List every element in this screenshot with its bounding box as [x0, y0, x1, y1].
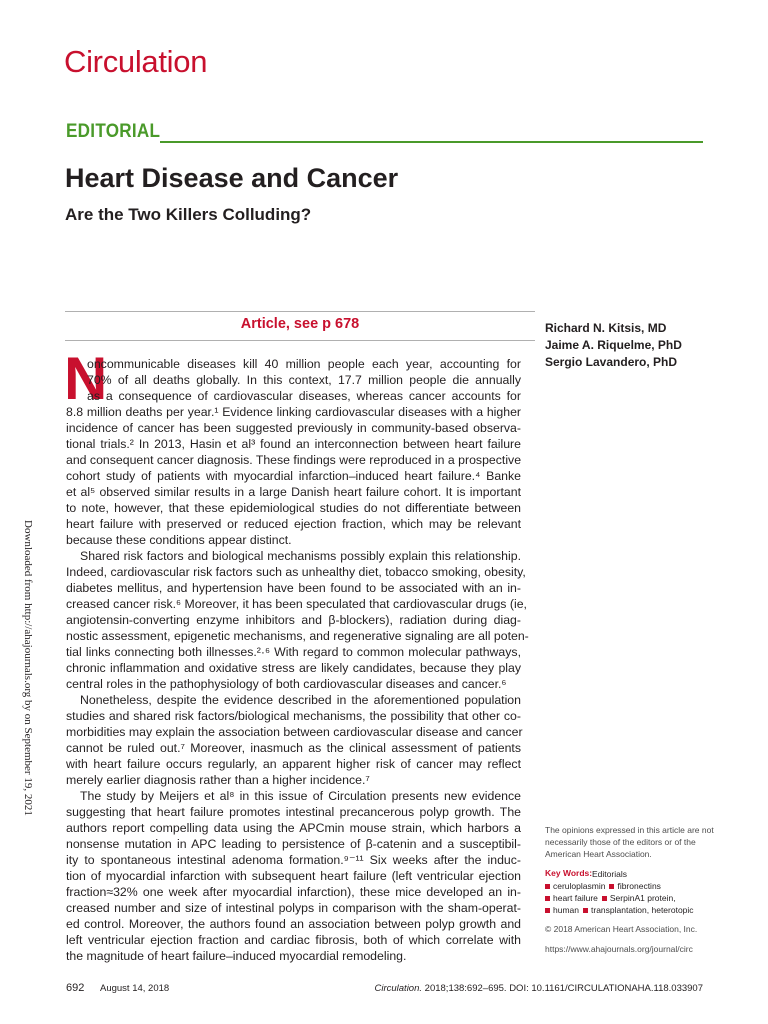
body-line: Shared risk factors and biological mechanisms possibly explain this relationship.	[80, 549, 521, 563]
body-line: authors report compelling data using the APCmin mouse strain, which harbors a	[66, 821, 521, 835]
article-title: Heart Disease and Cancer	[65, 163, 399, 193]
body-line: incidence of cancer has been suggested previously in community-based observa-	[66, 421, 521, 435]
body-line: creased number and size of intestinal polyps in comparison with the sham-operat-	[66, 901, 521, 915]
keyword[interactable]: heart failure	[553, 893, 598, 903]
body-line: tional trials.² In 2013, Hasin et al³ found an interconnection between heart failure	[66, 437, 521, 451]
body-line: creased cancer risk.⁶ Moreover, it has been speculated that cardiovascular drugs (ie,	[66, 597, 527, 611]
citation-journal: Circulation.	[374, 983, 423, 994]
body-line: studies and shared risk factors/biological mechanisms, the possibility that other co-	[66, 709, 521, 723]
keyword-line	[545, 892, 680, 904]
body-line: because these conditions appear distinct.	[66, 533, 292, 547]
body-line: nonsense mutation in APC leading to persistence of β-catenin and a susceptibil-	[66, 837, 521, 851]
body-line: heart failure with preserved or reduced ejection fraction, which may be relevant	[66, 517, 521, 531]
author-name[interactable]: Sergio Lavandero, PhD	[545, 355, 678, 369]
body-line: et al⁵ observed similar results in a large Danish heart failure cohort. It is important	[66, 485, 521, 499]
body-line: 70% of all deaths globally. In this context, 17.7 million people die annually	[87, 373, 521, 387]
article-subtitle: Are the Two Killers Colluding?	[65, 205, 312, 224]
bullet-square-icon	[609, 884, 614, 889]
page-number: 692	[66, 982, 85, 994]
body-line: tial links connecting both illnesses.²·⁶ With regard to common molecular pathways,	[66, 645, 521, 659]
body-line: cannot be ruled out.⁷ Moreover, inasmuch as the clinical assessment of patients	[66, 741, 521, 755]
body-line: ity to spontaneous intestinal adenoma formation.⁹⁻¹¹ Six weeks after the induc-	[66, 853, 521, 867]
disclaimer: The opinions expressed in this article are not necessarily those of the editors or of the American Heart Association.	[545, 825, 714, 859]
drop-cap: N	[64, 345, 108, 412]
author-list	[545, 320, 682, 371]
body-line: with heart failure occurs regularly, an apparent higher risk of cancer may reflect	[66, 757, 521, 771]
divider-bottom	[65, 340, 535, 341]
body-line: oncommunicable diseases kill 40 million people each year, accounting for	[87, 357, 521, 371]
body-line: central roles in the pathophysiology of both cardiovascular diseases and cancer.⁶	[66, 677, 507, 691]
body-line: the magnitude of heart failure–induced myocardial remodeling.	[66, 949, 407, 963]
journal-url[interactable]: https://www.ahajournals.org/journal/circ	[545, 944, 693, 954]
body-line: cohort study of patients with myocardial infarction–induced heart failure.⁴ Banke	[66, 469, 521, 483]
keyword-line	[592, 868, 631, 880]
issue-date: August 14, 2018	[100, 983, 170, 994]
body-line: The study by Meijers et al⁸ in this issue of Circulation presents new evidence	[80, 789, 521, 803]
body-line: diabetes mellitus, and hypertension have been found to be associated with an in-	[66, 581, 521, 595]
body-line: as a consequence of cardiovascular diseases, whereas cancer accounts for	[87, 389, 521, 403]
author-name[interactable]: Jaime A. Riquelme, PhD	[545, 338, 682, 352]
related-article-link[interactable]: Article, see p 678	[240, 316, 360, 332]
bullet-square-icon	[545, 908, 550, 913]
side-ribbon: Downloaded from http://ahajournals.org by on September 19, 2021	[22, 520, 34, 816]
divider-top	[65, 311, 535, 312]
author-name[interactable]: Richard N. Kitsis, MD	[545, 321, 667, 335]
citation-details[interactable]: 2018;138:692–695. DOI: 10.1161/CIRCULATIONAHA.118.033907	[422, 983, 703, 994]
body-line: angiotensin-converting enzyme inhibitors and β-blockers), radiation during diag-	[66, 613, 521, 627]
bullet-square-icon	[545, 884, 550, 889]
citation	[375, 983, 704, 994]
keyword[interactable]: human	[553, 905, 579, 915]
body-line: 8.8 million deaths per year.¹ Evidence linking cardiovascular diseases with a higher	[66, 405, 521, 419]
section-label: EDITORIAL	[66, 121, 161, 142]
body-line: left ventricular ejection fraction and cardiac fibrosis, both of which correlate with	[66, 933, 521, 947]
body-line: morbidities may explain the association between cardiovascular disease and cancer	[66, 725, 523, 739]
copyright: © 2018 American Heart Association, Inc.	[545, 924, 698, 934]
keyword-line	[545, 880, 665, 892]
body-line: and consequent cancer diagnosis. These findings were reproduced in a prospective	[66, 453, 522, 467]
body-line: tion of myocardial infarction with subsequent heart failure (left ventricular ejection	[66, 869, 521, 883]
body-line: fraction≈32% one week after myocardial infarction), these mice developed an in-	[66, 885, 521, 899]
body-line: ed control. Moreover, the authors found an association between polyp growth and	[66, 917, 521, 931]
body-line: chronic inflammation and oxidative stress are likely candidates, because they play	[66, 661, 521, 675]
bullet-square-icon	[545, 896, 550, 901]
journal-name: Circulation	[64, 44, 208, 79]
body-line: Indeed, cardiovascular risk factors such as unhealthy diet, tobacco smoking, obesity,	[66, 565, 526, 579]
keyword[interactable]: SerpinA1 protein,	[609, 893, 676, 903]
section-rule	[160, 141, 703, 143]
keyword[interactable]: transplantation, heterotopic	[591, 905, 694, 915]
body-line: merely earlier diagnosis rather than a higher incidence.⁷	[66, 773, 370, 787]
keyword[interactable]: Editorials	[592, 869, 627, 879]
bullet-square-icon	[602, 896, 607, 901]
keywords-title: Key Words:	[545, 868, 593, 878]
bullet-square-icon	[583, 908, 588, 913]
body-line: to note, however, that these epidemiological studies do not differentiate between	[66, 501, 521, 515]
keyword[interactable]: ceruloplasmin	[553, 881, 606, 891]
body-line: nostic assessment, epigenetic mechanisms, and regenerative signaling are all poten-	[66, 629, 529, 643]
body-line: Nonetheless, despite the evidence described in the aforementioned population	[80, 693, 521, 707]
body-line: suggesting that heart failure promotes intestinal precancerous polyp growth. The	[66, 805, 521, 819]
keyword-line	[545, 904, 698, 916]
keyword[interactable]: fibronectins	[617, 881, 661, 891]
